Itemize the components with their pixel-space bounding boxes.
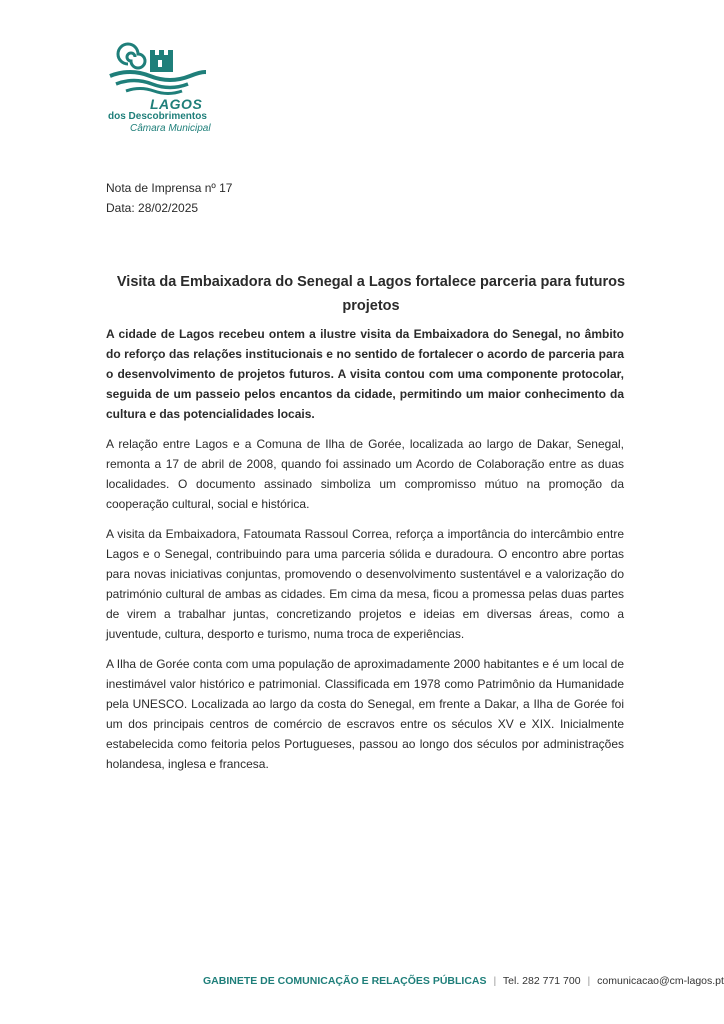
press-note-number: Nota de Imprensa nº 17	[106, 181, 233, 195]
article-body	[106, 324, 624, 784]
logo-name: LAGOS	[150, 96, 203, 112]
footer-phone: Tel. 282 771 700	[502, 975, 581, 987]
footer-department: GABINETE DE COMUNICAÇÃO E RELAÇÕES PÚBLICAS	[203, 975, 487, 987]
paragraph: A visita da Embaixadora, Fatoumata Rassoul Correa, reforça a importância do intercâmbio entre Lagos e o Senegal, contribuindo para uma parceria sólida e duradoura. O encontro abre portas para novas iniciativas conjuntas, promovendo o desenvolvimento sustentável e a valorização do património cultural de ambas as cidades. Em cima da mesa, ficou a promessa pelas duas partes de virem a trabalhar juntas, concretizando projetos e ideias em diversas áreas, como a juventude, cultura, desporto e turismo, numa troca de experiências.	[106, 527, 624, 641]
paragraph: A relação entre Lagos e a Comuna de Ilha de Gorée, localizada ao largo de Dakar, Senegal, remonta a 17 de abril de 2008, quando foi assinado um Acordo de Colaboração entre as duas localidades. O documento assinado simboliza um compromisso mútuo na promoção da cooperação cultural, social e histórica.	[106, 437, 624, 511]
logo-council: Câmara Municipal	[130, 123, 211, 134]
footer-separator: |	[493, 975, 497, 987]
lead-paragraph: A cidade de Lagos recebeu ontem a ilustre visita da Embaixadora do Senegal, no âmbito do reforço das relações institucionais e no sentido de fortalecer o acordo de parceria para o desenvolvimento de projetos futuros. A visita contou com uma componente protocolar, seguida de um passeio pelos encantos da cidade, permitindo um maior conhecimento da cultura e das potencialidades locais.	[106, 327, 624, 421]
press-note-meta	[106, 178, 232, 218]
municipal-logo	[106, 40, 226, 140]
press-note-date: Data: 28/02/2025	[106, 201, 199, 215]
lagos-emblem-icon	[106, 40, 206, 100]
logo-subtitle: dos Descobrimentos	[108, 111, 207, 122]
footer	[203, 975, 724, 987]
footer-email[interactable]: comunicacao@cm-lagos.pt	[597, 975, 724, 987]
footer-separator: |	[587, 975, 591, 987]
page-title: Visita da Embaixadora do Senegal a Lagos fortalece parceria para futuros projetos	[116, 274, 626, 314]
paragraph: A Ilha de Gorée conta com uma população de aproximadamente 2000 habitantes e é um local de inestimável valor histórico e patrimonial. Classificada em 1978 como Patrimônio da Humanidade pela UNESCO. Localizada ao largo da costa do Senegal, em frente a Dakar, a Ilha de Gorée foi um dos principais centros de comércio de escravos entre os séculos XV e XIX. Inicialmente estabelecida como feitoria pelos Portugueses, passou ao longo dos séculos por administrações holandesa, inglesa e francesa.	[106, 657, 624, 771]
